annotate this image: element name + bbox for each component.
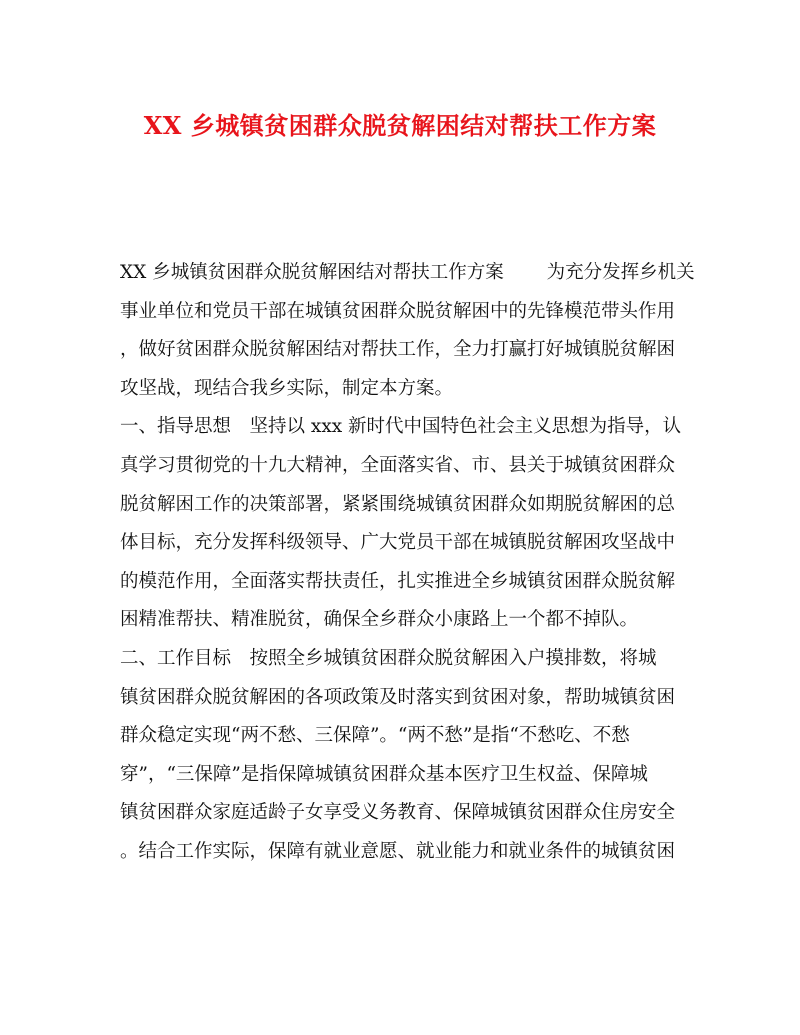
body-line: 困精准帮扶、精准脱贫，确保全乡群众小康路上一个都不掉队。 xyxy=(120,609,639,631)
body-line: 的模范作用，全面落实帮扶责任，扎实推进全乡城镇贫困群众脱贫解 xyxy=(120,570,676,592)
body-line: 二、工作目标 按照全乡城镇贫困群众脱贫解困入户摸排数，将城 xyxy=(120,647,657,669)
body-line: 穿”，“三保障”是指保障城镇贫困群众基本医疗卫生权益、保障城 xyxy=(120,763,648,785)
body-line: 镇贫困群众家庭适龄子女享受义务教育、保障城镇贫困群众住房安全 xyxy=(120,802,676,824)
body-line: 。结合工作实际，保障有就业意愿、就业能力和就业条件的城镇贫困 xyxy=(120,840,676,862)
body-line: 体目标，充分发挥科级领导、广大党员干部在城镇脱贫解困攻坚战中 xyxy=(120,532,676,554)
body-line: XX 乡城镇贫困群众脱贫解困结对帮扶工作方案 为充分发挥乡机关 xyxy=(120,262,695,283)
body-line: 真学习贯彻党的十九大精神，全面落实省、市、县关于城镇贫困群众 xyxy=(120,454,676,476)
body-line: ，做好贫困群众脱贫解困结对帮扶工作，全力打赢打好城镇脱贫解困 xyxy=(120,339,676,361)
body-line: 一、指导思想 坚持以 xxx 新时代中国特色社会主义思想为指导，认 xyxy=(120,416,682,438)
body-line: 攻坚战，现结合我乡实际，制定本方案。 xyxy=(120,377,454,399)
body-line: 群众稳定实现“两不愁、三保障”。“两不愁”是指“不愁吃、不愁 xyxy=(120,725,630,747)
document-title: XX 乡城镇贫困群众脱贫解困结对帮扶工作方案 xyxy=(143,111,657,140)
body-line: 事业单位和党员干部在城镇贫困群众脱贫解困中的先锋模范带头作用 xyxy=(120,300,676,322)
body-line: 镇贫困群众脱贫解困的各项政策及时落实到贫困对象，帮助城镇贫困 xyxy=(120,686,676,708)
body-line: 脱贫解困工作的决策部署，紧紧围绕城镇贫困群众如期脱贫解困的总 xyxy=(120,493,676,515)
document-body xyxy=(120,254,695,872)
